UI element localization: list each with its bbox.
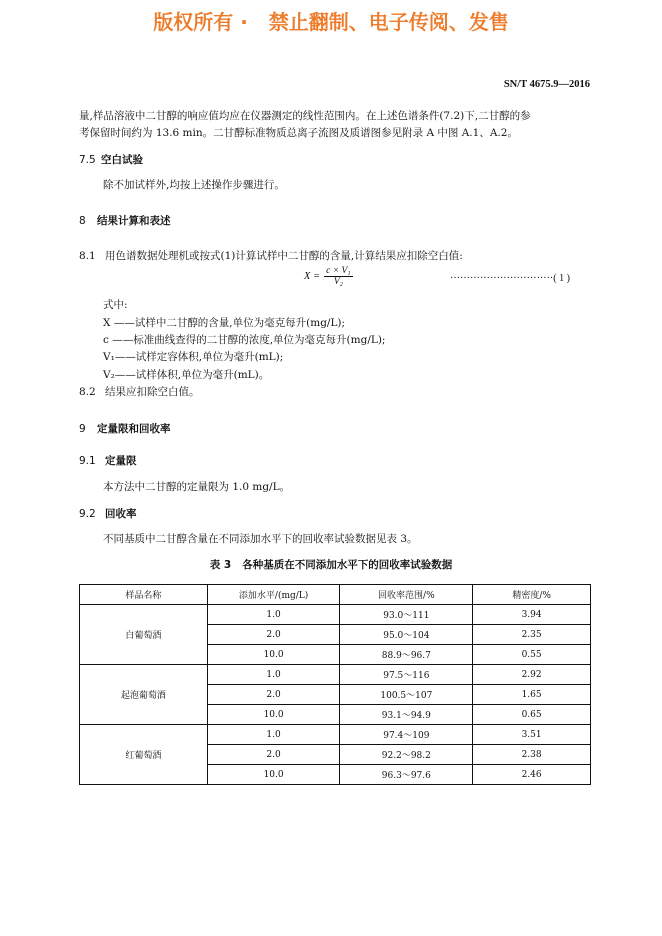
precision-cell: 0.55 — [473, 645, 591, 665]
recovery-cell: 88.9～96.7 — [340, 645, 473, 665]
precision-cell: 1.65 — [473, 685, 591, 705]
sample-name-cell: 白葡萄酒 — [80, 605, 208, 665]
intro-line-1: 量,样品溶液中二甘醇的响应值均应在仪器测定的线性范围内。在上述色谱条件(7.2)下,二甘醇的参 — [79, 110, 531, 122]
section-9-heading — [79, 421, 171, 436]
sample-name-cell: 红葡萄酒 — [80, 725, 208, 785]
recovery-cell: 93.0～111 — [340, 605, 473, 625]
spike-level-cell: 1.0 — [207, 665, 340, 685]
equation-number: ·······························( 1 ) — [450, 273, 570, 284]
section-title: 空白试验 — [101, 154, 143, 166]
formula-fraction — [324, 266, 352, 287]
recovery-cell: 92.2～98.2 — [340, 745, 473, 765]
section-title: 回收率 — [105, 508, 137, 520]
recovery-cell: 95.0～104 — [340, 625, 473, 645]
section-title: 结果计算和表述 — [97, 215, 171, 227]
recovery-cell: 96.3～97.6 — [340, 765, 473, 785]
section-8-2-body: 结果应扣除空白值。 — [105, 386, 200, 398]
recovery-table — [79, 584, 591, 785]
spike-level-cell: 2.0 — [207, 685, 340, 705]
precision-cell: 3.94 — [473, 605, 591, 625]
spike-level-cell: 10.0 — [207, 645, 340, 665]
intro-line-2: 考保留时间约为 13.6 min。二甘醇标准物质总离子流图及质谱图参见附录 A 中图 A.1、A.2。 — [79, 127, 518, 139]
definition-c: c ——标准曲线查得的二甘醇的浓度,单位为毫克每升(mg/L); — [103, 334, 386, 346]
definition-v1: V₁——试样定容体积,单位为毫升(mL); — [103, 351, 284, 363]
precision-cell: 3.51 — [473, 725, 591, 745]
section-8-2-text — [79, 384, 200, 401]
precision-cell: 2.38 — [473, 745, 591, 765]
section-8-heading — [79, 213, 171, 228]
section-number: 7.5 — [79, 154, 96, 166]
header-sample: 样品名称 — [80, 585, 208, 605]
header-spike-level: 添加水平/(mg/L) — [207, 585, 340, 605]
precision-cell: 2.46 — [473, 765, 591, 785]
formula-numerator: c × V₁ — [326, 266, 351, 276]
precision-cell: 2.92 — [473, 665, 591, 685]
table-header-row — [80, 585, 591, 605]
spike-level-cell: 10.0 — [207, 765, 340, 785]
section-number: 8 — [79, 215, 86, 227]
section-title: 定量限和回收率 — [97, 423, 171, 435]
section-title: 定量限 — [105, 455, 137, 467]
section-number: 8.2 — [79, 386, 96, 398]
section-number: 9.2 — [79, 508, 96, 520]
sample-name-cell: 起泡葡萄酒 — [80, 665, 208, 725]
table-caption: 表 3 各种基质在不同添加水平下的回收率试验数据 — [209, 559, 453, 571]
section-9-1-text: 本方法中二甘醇的定量限为 1.0 mg/L。 — [103, 481, 291, 493]
section-9-2-heading — [79, 506, 137, 521]
definition-x: X ——试样中二甘醇的含量,单位为毫克每升(mg/L); — [103, 317, 346, 329]
standard-number: SN/T 4675.9—2016 — [503, 79, 590, 90]
table-row — [80, 665, 591, 685]
section-7-5-text: 除不加试样外,均按上述操作步骤进行。 — [103, 179, 285, 191]
section-7-5-heading — [79, 152, 143, 167]
section-8-1-text — [79, 248, 463, 265]
section-number: 9 — [79, 423, 86, 435]
section-number: 9.1 — [79, 455, 96, 467]
recovery-cell: 93.1～94.9 — [340, 705, 473, 725]
definition-v2: V₂——试样体积,单位为毫升(mL)。 — [103, 369, 270, 381]
header-recovery: 回收率范围/% — [340, 585, 473, 605]
spike-level-cell: 1.0 — [207, 605, 340, 625]
section-9-2-text: 不同基质中二甘醇含量在不同添加水平下的回收率试验数据见表 3。 — [103, 533, 418, 545]
precision-cell: 2.35 — [473, 625, 591, 645]
precision-cell: 0.65 — [473, 705, 591, 725]
spike-level-cell: 10.0 — [207, 705, 340, 725]
header-precision: 精密度/% — [473, 585, 591, 605]
recovery-cell: 97.4～109 — [340, 725, 473, 745]
section-number: 8.1 — [79, 250, 96, 262]
spike-level-cell: 1.0 — [207, 725, 340, 745]
table-row — [80, 605, 591, 625]
spike-level-cell: 2.0 — [207, 745, 340, 765]
watermark-banner: 版权所有 · 禁止翻制、电子传阅、发售 — [153, 10, 509, 34]
where-label: 式中: — [103, 299, 128, 311]
recovery-cell: 97.5～116 — [340, 665, 473, 685]
formula-lhs: X = — [304, 270, 321, 282]
table-row — [80, 725, 591, 745]
formula-denominator: V₂ — [333, 277, 343, 287]
recovery-cell: 100.5～107 — [340, 685, 473, 705]
section-8-1-body: 用色谱数据处理机或按式(1)计算试样中二甘醇的含量,计算结果应扣除空白值: — [105, 250, 463, 262]
formula-1 — [304, 266, 353, 287]
section-9-1-heading — [79, 453, 137, 468]
spike-level-cell: 2.0 — [207, 625, 340, 645]
